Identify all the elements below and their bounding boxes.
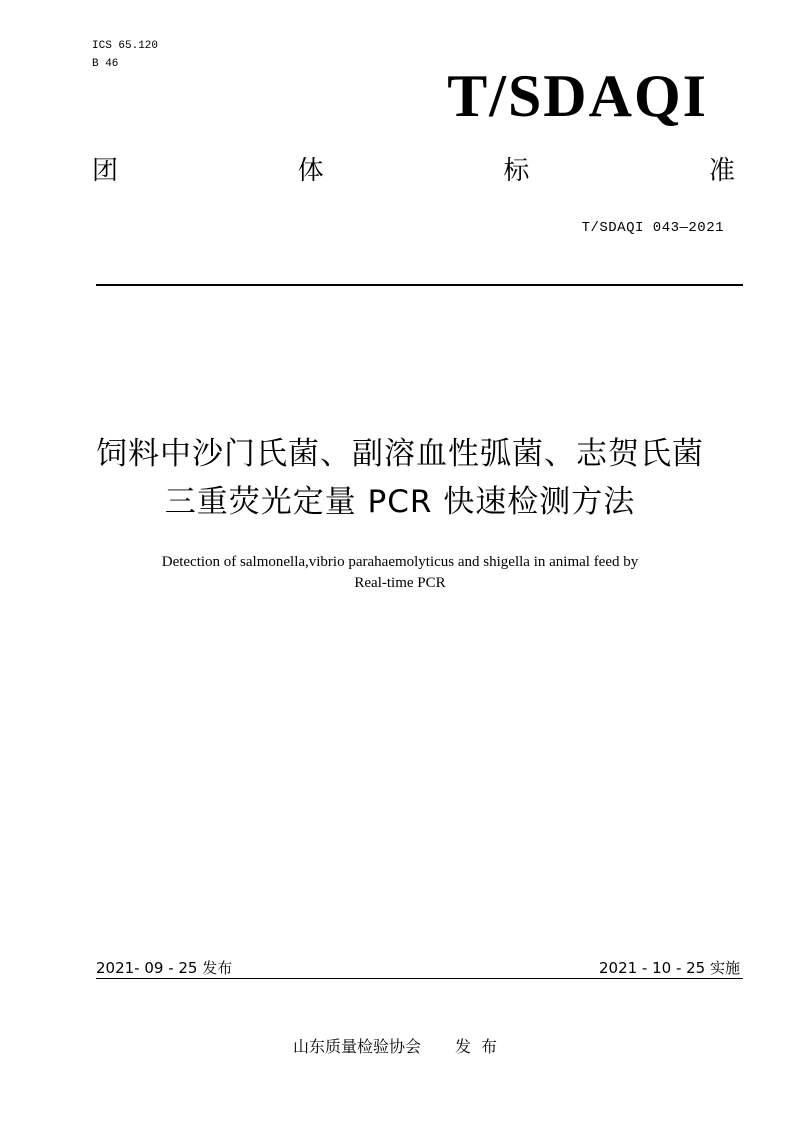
english-title: [80, 552, 720, 594]
standard-type-char: 标: [503, 156, 530, 186]
ics-code: ICS 65.120: [92, 40, 159, 52]
title-line: 三重荧光定量 PCR 快速检测方法: [164, 484, 636, 520]
standard-type: [92, 158, 735, 184]
title-line: 饲料中沙门氏菌、副溶血性弧菌、志贺氏菌: [96, 436, 704, 472]
standard-type-char: 准: [708, 156, 735, 186]
issue-date: 2021- 09 - 25 发布: [96, 959, 233, 977]
publisher-line: [0, 1034, 800, 1057]
publish-label: 发布: [455, 1037, 508, 1056]
standard-logo: T/SDAQI: [447, 63, 708, 129]
document-title: [40, 430, 760, 526]
classification-code: B 46: [92, 58, 119, 70]
standard-type-char: 体: [297, 156, 324, 186]
standard-number: T/SDAQI 043—2021: [581, 220, 724, 236]
english-title-line: Detection of salmonella,vibrio parahaemolyticus and shigella in animal feed by: [161, 554, 639, 570]
standard-type-char: 团: [92, 156, 119, 186]
publisher-name: 山东质量检验协会: [292, 1037, 421, 1056]
header-divider: [96, 284, 743, 286]
footer-divider: [96, 978, 743, 979]
english-title-line: Real-time PCR: [354, 575, 446, 591]
implementation-date: 2021 - 10 - 25 实施: [598, 959, 740, 977]
